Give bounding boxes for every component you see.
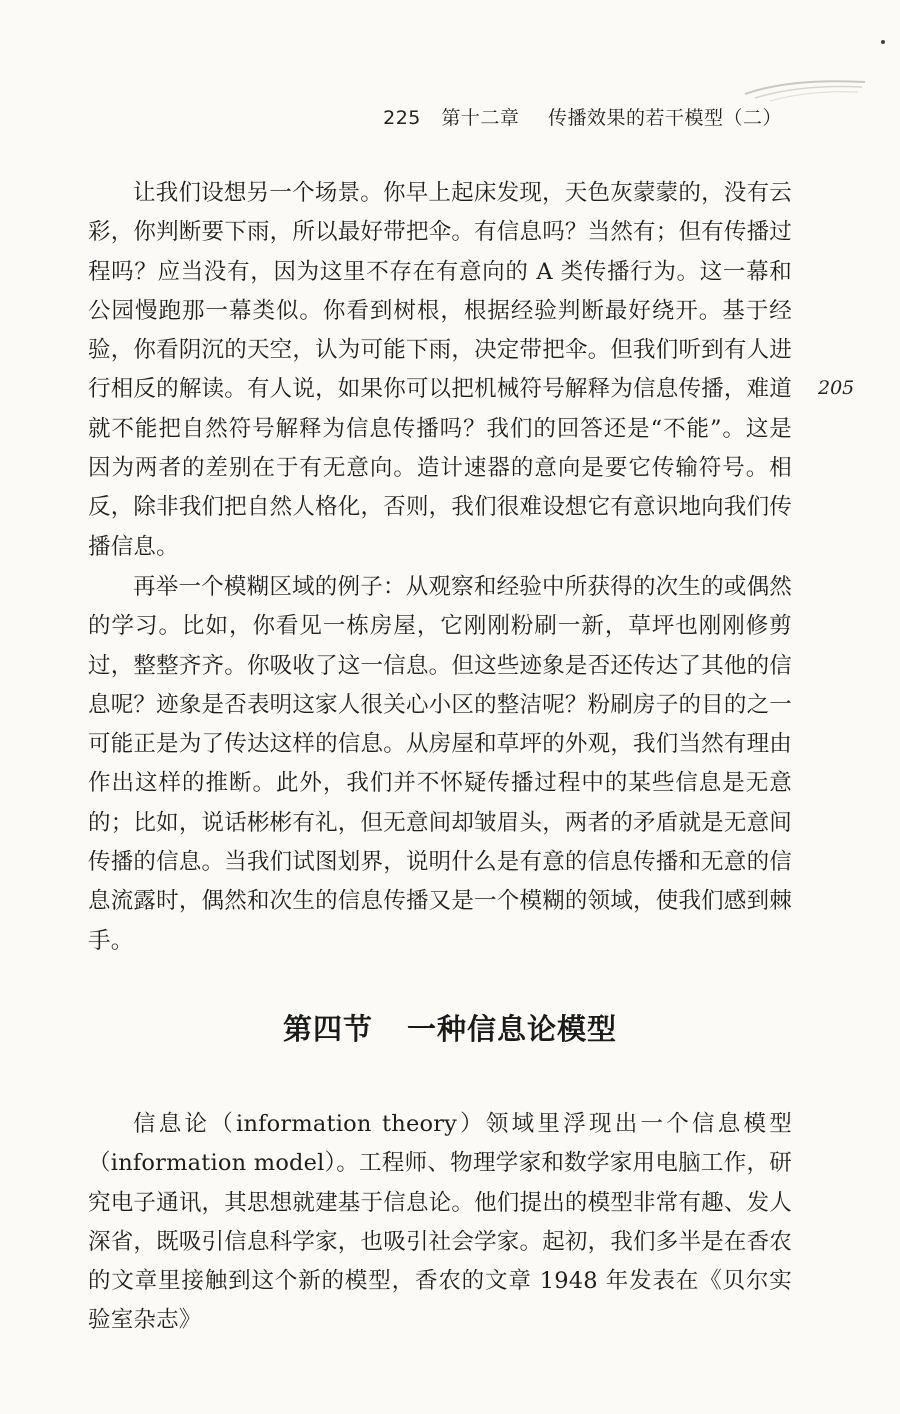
paragraph-block-2 [88, 568, 792, 961]
section-title: 一种信息论模型 [407, 1012, 618, 1046]
running-header [383, 103, 782, 130]
header-page-number: 225 [383, 107, 421, 129]
header-chapter-title: 传播效果的若干模型（二） [547, 107, 782, 129]
paragraph: 信息论（information theory）领域里浮现出一个信息模型（information model）。工程师、物理学家和数学家用电脑工作，研究电子通讯，其思想就建基于信息论。他们提出的模型非常有趣、发人深省，既吸引信息科学家，也吸引社会学家。起初，我们多半是在香农的文章里接触到这个新的模型，香农的文章 1948 年发表在《贝尔实验室杂志》 [88, 1111, 792, 1334]
section-heading [0, 1007, 900, 1048]
decorative-swoosh-icon [740, 68, 870, 108]
paragraph: 让我们设想另一个场景。你早上起床发现，天色灰蒙蒙的，没有云彩，你判断要下雨，所以最好带把伞。有信息吗？当然有；但有传播过程吗？应当没有，因为这里不存在有意向的 A 类传播行为。这一幕和公园慢跑那一幕类似。你看到树根，根据经验判断最好绕开。基于经验，你看阴沉的天空，认为可能下雨，决定带把伞。但我们听到有人进行相反的解读。有人说，如果你可以把机械符号解释为信息传播，难道就不能把自然符号解释为信息传播吗？我们的回答还是“不能”。这是因为两者的差别在于有无意向。造计速器的意向是要它传输符号。相反，除非我们把自然人格化，否则，我们很难设想它有意识地向我们传播信息。 [88, 180, 792, 560]
paragraph: 再举一个模糊区域的例子：从观察和经验中所获得的次生的或偶然的学习。比如，你看见一栋房屋，它刚刚粉刷一新，草坪也刚刚修剪过，整整齐齐。你吸收了这一信息。但这些迹象是否还传达了其他的信息呢？迹象是否表明这家人很关心小区的整洁呢？粉刷房子的目的之一可能正是为了传达这样的信息。从房屋和草坪的外观，我们当然有理由作出这样的推断。此外，我们并不怀疑传播过程中的某些信息是无意的；比如，说话彬彬有礼，但无意间却皱眉头，两者的矛盾就是无意间传播的信息。当我们试图划界，说明什么是有意的信息传播和无意的信息流露时，偶然和次生的信息传播又是一个模糊的领域，使我们感到棘手。 [88, 574, 792, 954]
header-chapter: 第十二章 [441, 107, 520, 129]
paragraph-block-1 [88, 174, 792, 567]
paragraph-block-3 [88, 1105, 792, 1341]
ink-dot [881, 40, 885, 44]
margin-page-number: 205 [818, 377, 855, 399]
section-number: 第四节 [282, 1012, 373, 1046]
